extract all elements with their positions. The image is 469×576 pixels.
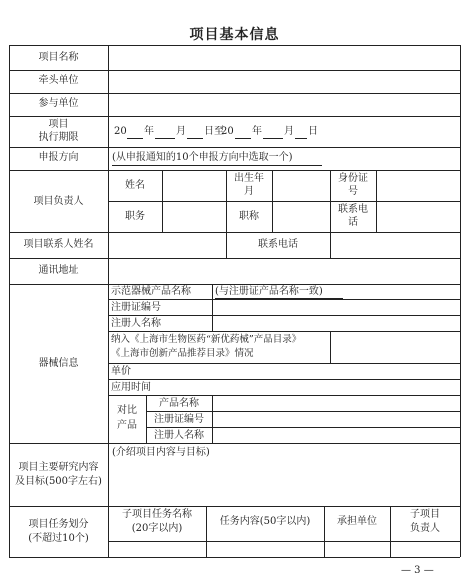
leader-col-divider (272, 170, 273, 232)
end-year-prefix: 20 (221, 126, 234, 137)
table-right-border (460, 45, 461, 557)
row-divider (9, 506, 460, 507)
catalog-label-line1: 纳入《上海市生物医药“新优药械”产品目录》 (111, 334, 302, 345)
contact-phone-label: 联系电话 (258, 239, 298, 250)
registrant-name-label: 注册人名称 (111, 318, 161, 329)
project-leader-label: 项目负责人 (33, 196, 84, 207)
contact-col-divider (330, 232, 331, 258)
device-col-divider (212, 284, 213, 299)
page-number: — 3 — (401, 565, 434, 576)
compare-registrant-name-label: 注册人名称 (154, 430, 204, 441)
sub-leader-header-line1: 子项目 (410, 509, 440, 520)
task-division-label-line1: 项目任务划分 (28, 519, 89, 530)
research-content-label-line2: 及目标(500字左右) (15, 476, 102, 487)
contact-name-label: 项目联系人姓名 (23, 239, 94, 250)
device-info-label: 器械信息 (38, 358, 79, 369)
leader-title-label: 职称 (239, 211, 259, 222)
project-name-label: 项目名称 (38, 52, 79, 63)
device-row-divider (108, 299, 460, 300)
unit-price-label: 单价 (111, 366, 131, 377)
row-divider (9, 284, 460, 285)
row-divider (9, 258, 460, 259)
end-year-unit: 年 (252, 126, 262, 137)
leader-birth-label-line2: 月 (244, 186, 254, 197)
sub-task-name-header-line1: 子项目任务名称 (122, 509, 192, 520)
end-month-blank (263, 138, 283, 139)
row-divider (9, 443, 460, 444)
end-day-blank (295, 138, 307, 139)
task-col-divider (206, 506, 207, 557)
lead-unit-label: 牵头单位 (38, 75, 79, 86)
compare-col-divider (212, 395, 213, 443)
row-divider (9, 70, 460, 71)
compare-reg-cert-no-label: 注册证编号 (154, 414, 204, 425)
declaration-direction-hint[interactable]: (从申报通知的10个申报方向中选取一个) (112, 152, 293, 163)
execution-period-label-line1: 项目 (48, 119, 69, 130)
end-month-unit: 月 (284, 126, 294, 137)
row-divider (9, 232, 460, 233)
demo-product-name-underline (215, 298, 343, 299)
device-col-divider (212, 299, 213, 331)
start-year-prefix: 20 (114, 126, 127, 137)
leader-birth-label-line1: 出生年 (234, 173, 264, 184)
device-row-divider (108, 315, 460, 316)
undertaking-unit-header: 承担单位 (337, 516, 377, 527)
device-row-divider (146, 427, 460, 428)
start-year-blank (127, 138, 143, 139)
compare-product-label-line2: 产品 (117, 420, 137, 431)
row-divider (9, 147, 460, 148)
leader-name-label: 姓名 (125, 180, 145, 191)
row-divider (9, 170, 460, 171)
device-row-divider (146, 411, 460, 412)
end-year-blank (235, 138, 251, 139)
start-day-blank (187, 138, 203, 139)
leader-id-label-line1: 身份证 (338, 173, 368, 184)
device-row-divider (108, 331, 460, 332)
leader-col-divider (162, 170, 163, 232)
table-top-border (9, 45, 460, 46)
start-month-blank (155, 138, 175, 139)
label-column-divider (108, 45, 109, 557)
leader-phone-label-line1: 联系电 (338, 204, 368, 215)
compare-product-name-label: 产品名称 (159, 398, 199, 409)
task-row-divider (108, 541, 460, 542)
compare-product-label-line1: 对比 (117, 405, 137, 416)
table-bottom-border (9, 557, 460, 558)
research-content-hint[interactable]: (介绍项目内容与目标) (112, 447, 210, 458)
address-label: 通讯地址 (38, 265, 79, 276)
declaration-direction-label: 申报方向 (38, 152, 79, 163)
leader-col-divider (376, 170, 377, 232)
start-month-unit: 月 (176, 126, 186, 137)
demo-product-name-hint[interactable]: (与注册证产品名称一致) (215, 286, 323, 297)
sub-task-name-header-line2: (20字以内) (131, 523, 183, 534)
device-row-divider (108, 363, 460, 364)
task-content-header: 任务内容(50字以内) (219, 516, 311, 527)
declaration-direction-underline (112, 165, 322, 166)
demo-product-name-label: 示范器械产品名称 (111, 286, 191, 297)
row-divider (9, 93, 460, 94)
task-division-label-line2: (不超过10个) (28, 533, 89, 544)
application-time-label: 应用时间 (111, 382, 151, 393)
page-title: 项目基本信息 (189, 27, 280, 43)
leader-id-label-line2: 号 (348, 186, 358, 197)
row-divider (9, 116, 460, 117)
participating-unit-label: 参与单位 (38, 98, 79, 109)
catalog-label-line2: 《上海市创新产品推荐目录》情况 (111, 348, 254, 359)
leader-position-label: 职务 (125, 211, 145, 222)
device-col-divider (330, 331, 331, 363)
day-to-text: 日至 (204, 126, 224, 137)
execution-period-label-line2: 执行期限 (38, 132, 79, 143)
sub-leader-header-line2: 负责人 (410, 523, 440, 534)
end-day-unit: 日 (308, 126, 318, 137)
task-col-divider (324, 506, 325, 557)
reg-cert-no-label: 注册证编号 (111, 302, 161, 313)
device-row-divider (108, 379, 460, 380)
device-row-divider (108, 395, 460, 396)
leader-phone-label-line2: 话 (348, 217, 358, 228)
start-year-unit: 年 (144, 126, 154, 137)
research-content-label-line1: 项目主要研究内容 (18, 462, 99, 473)
leader-row-divider (108, 201, 460, 202)
